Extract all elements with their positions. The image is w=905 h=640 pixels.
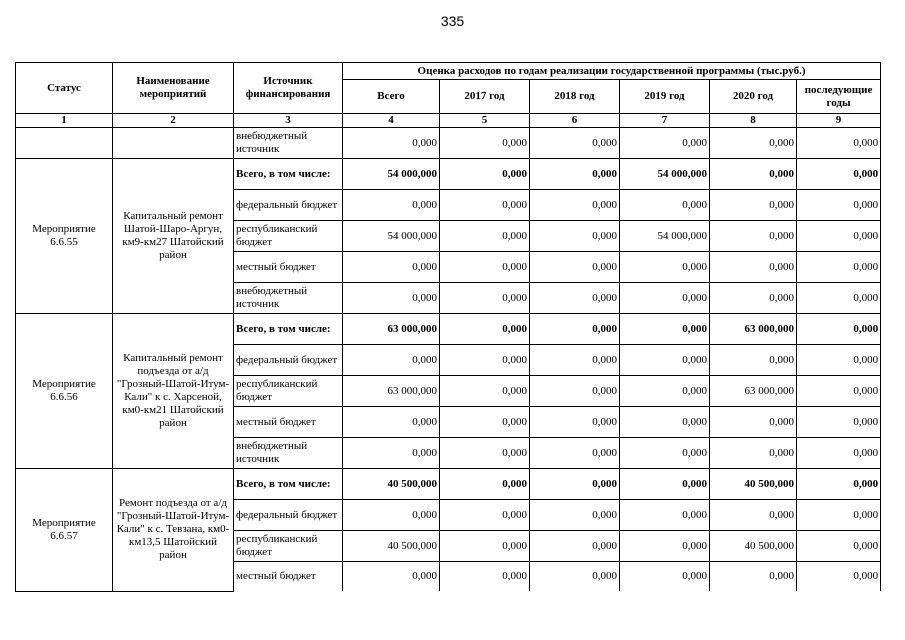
value-cell: 63 000,000 xyxy=(710,314,797,345)
value-cell: 0,000 xyxy=(797,128,881,159)
header-source: Источник финансирования xyxy=(234,63,343,114)
value-cell: 0,000 xyxy=(343,407,440,438)
value-cell: 40 500,000 xyxy=(343,469,440,500)
value-cell: 54 000,000 xyxy=(620,159,710,190)
value-cell: 54 000,000 xyxy=(343,159,440,190)
value-cell: 0,000 xyxy=(620,500,710,531)
header-estimate: Оценка расходов по годам реализации государственной программы (тыс.руб.) xyxy=(343,63,881,80)
value-cell: 0,000 xyxy=(710,221,797,252)
value-cell: 0,000 xyxy=(530,252,620,283)
value-cell: 0,000 xyxy=(797,221,881,252)
value-cell: 0,000 xyxy=(530,128,620,159)
value-cell: 0,000 xyxy=(440,376,530,407)
value-cell: 0,000 xyxy=(530,314,620,345)
value-cell: 0,000 xyxy=(710,345,797,376)
value-cell: 63 000,000 xyxy=(343,376,440,407)
header-name: Наименование мероприятий xyxy=(113,63,234,114)
source-cell: местный бюджет xyxy=(234,407,343,438)
value-cell: 54 000,000 xyxy=(343,221,440,252)
source-cell: Всего, в том числе: xyxy=(234,469,343,500)
value-cell: 0,000 xyxy=(530,345,620,376)
measure-name-cell: Капитальный ремонт подъезда от а/д "Грозный-Шатой-Итум-Кали" к с. Харсеной, км0-км21 Шатойский район xyxy=(113,314,234,469)
value-cell: 0,000 xyxy=(797,469,881,500)
value-cell: 0,000 xyxy=(530,159,620,190)
value-cell: 0,000 xyxy=(530,438,620,469)
col-number: 4 xyxy=(343,114,440,128)
value-cell: 0,000 xyxy=(343,190,440,221)
col-number: 5 xyxy=(440,114,530,128)
value-cell: 0,000 xyxy=(620,283,710,314)
value-cell: 0,000 xyxy=(440,500,530,531)
value-cell: 0,000 xyxy=(797,345,881,376)
value-cell: 0,000 xyxy=(343,345,440,376)
col-number: 3 xyxy=(234,114,343,128)
value-cell: 0,000 xyxy=(530,531,620,562)
value-cell: 0,000 xyxy=(440,283,530,314)
value-cell: 0,000 xyxy=(343,128,440,159)
col-number: 6 xyxy=(530,114,620,128)
value-cell: 0,000 xyxy=(797,562,881,592)
value-cell: 63 000,000 xyxy=(710,376,797,407)
value-cell: 0,000 xyxy=(530,190,620,221)
value-cell: 0,000 xyxy=(440,345,530,376)
col-number: 1 xyxy=(16,114,113,128)
value-cell: 0,000 xyxy=(797,252,881,283)
col-number: 9 xyxy=(797,114,881,128)
col-number: 2 xyxy=(113,114,234,128)
value-cell: 0,000 xyxy=(343,252,440,283)
value-cell: 0,000 xyxy=(710,438,797,469)
value-cell: 0,000 xyxy=(440,190,530,221)
page-number: 335 xyxy=(440,13,465,29)
col-number: 8 xyxy=(710,114,797,128)
source-cell: внебюджетный источник xyxy=(234,128,343,159)
value-cell: 0,000 xyxy=(440,469,530,500)
value-cell: 0,000 xyxy=(440,128,530,159)
value-cell: 0,000 xyxy=(797,438,881,469)
value-cell: 0,000 xyxy=(530,376,620,407)
value-cell: 0,000 xyxy=(620,345,710,376)
value-cell: 0,000 xyxy=(710,283,797,314)
value-cell: 0,000 xyxy=(343,562,440,592)
value-cell: 0,000 xyxy=(620,314,710,345)
value-cell: 0,000 xyxy=(797,159,881,190)
value-cell: 0,000 xyxy=(343,438,440,469)
value-cell: 0,000 xyxy=(530,469,620,500)
value-cell: 0,000 xyxy=(440,531,530,562)
value-cell: 0,000 xyxy=(710,562,797,592)
status-cell: Мероприятие 6.6.55 xyxy=(16,159,113,314)
source-cell: федеральный бюджет xyxy=(234,345,343,376)
value-cell: 0,000 xyxy=(530,500,620,531)
value-cell: 0,000 xyxy=(343,500,440,531)
value-cell: 0,000 xyxy=(440,159,530,190)
value-cell: 0,000 xyxy=(440,221,530,252)
value-cell: 0,000 xyxy=(710,500,797,531)
value-cell: 0,000 xyxy=(710,159,797,190)
value-cell: 0,000 xyxy=(530,221,620,252)
value-cell: 0,000 xyxy=(620,407,710,438)
header-status: Статус xyxy=(16,63,113,114)
value-cell: 0,000 xyxy=(440,407,530,438)
header-later: последующие годы xyxy=(797,80,881,114)
header-2017: 2017 год xyxy=(440,80,530,114)
value-cell: 0,000 xyxy=(797,531,881,562)
measure-name-cell: Ремонт подъезда от а/д "Грозный-Шатой-Итум-Кали" к с. Тевзана, км0-км13,5 Шатойский район xyxy=(113,469,234,592)
value-cell: 0,000 xyxy=(343,283,440,314)
value-cell: 0,000 xyxy=(620,252,710,283)
table-row xyxy=(16,159,881,190)
header-2020: 2020 год xyxy=(710,80,797,114)
value-cell: 0,000 xyxy=(530,407,620,438)
value-cell: 0,000 xyxy=(440,562,530,592)
value-cell: 0,000 xyxy=(710,407,797,438)
value-cell: 0,000 xyxy=(797,407,881,438)
value-cell: 40 500,000 xyxy=(343,531,440,562)
col-number: 7 xyxy=(620,114,710,128)
value-cell: 0,000 xyxy=(620,531,710,562)
source-cell: федеральный бюджет xyxy=(234,500,343,531)
status-cell: Мероприятие 6.6.57 xyxy=(16,469,113,592)
value-cell: 0,000 xyxy=(710,190,797,221)
value-cell: 0,000 xyxy=(797,283,881,314)
source-cell: республиканский бюджет xyxy=(234,376,343,407)
source-cell: местный бюджет xyxy=(234,252,343,283)
source-cell: республиканский бюджет xyxy=(234,531,343,562)
value-cell: 40 500,000 xyxy=(710,531,797,562)
value-cell: 0,000 xyxy=(620,190,710,221)
source-cell: Всего, в том числе: xyxy=(234,159,343,190)
value-cell: 0,000 xyxy=(710,252,797,283)
value-cell: 0,000 xyxy=(797,190,881,221)
value-cell: 0,000 xyxy=(797,500,881,531)
value-cell: 0,000 xyxy=(797,314,881,345)
value-cell: 0,000 xyxy=(530,283,620,314)
header-2018: 2018 год xyxy=(530,80,620,114)
source-cell: внебюджетный источник xyxy=(234,438,343,469)
value-cell: 0,000 xyxy=(440,314,530,345)
budget-table xyxy=(15,62,881,592)
value-cell: 54 000,000 xyxy=(620,221,710,252)
source-cell: республиканский бюджет xyxy=(234,221,343,252)
table-row xyxy=(16,469,881,500)
source-cell: федеральный бюджет xyxy=(234,190,343,221)
empty-cell xyxy=(16,128,113,159)
value-cell: 0,000 xyxy=(620,128,710,159)
value-cell: 0,000 xyxy=(797,376,881,407)
table-row xyxy=(16,314,881,345)
value-cell: 0,000 xyxy=(620,562,710,592)
value-cell: 0,000 xyxy=(620,376,710,407)
header-2019: 2019 год xyxy=(620,80,710,114)
status-cell: Мероприятие 6.6.56 xyxy=(16,314,113,469)
value-cell: 0,000 xyxy=(620,469,710,500)
source-cell: внебюджетный источник xyxy=(234,283,343,314)
empty-cell xyxy=(113,128,234,159)
source-cell: местный бюджет xyxy=(234,562,343,592)
measure-name-cell: Капитальный ремонт Шатой-Шаро-Аргун, км9-км27 Шатойский район xyxy=(113,159,234,314)
header-total: Всего xyxy=(343,80,440,114)
value-cell: 0,000 xyxy=(620,438,710,469)
value-cell: 0,000 xyxy=(530,562,620,592)
value-cell: 63 000,000 xyxy=(343,314,440,345)
value-cell: 0,000 xyxy=(710,128,797,159)
value-cell: 40 500,000 xyxy=(710,469,797,500)
value-cell: 0,000 xyxy=(440,252,530,283)
value-cell: 0,000 xyxy=(440,438,530,469)
source-cell: Всего, в том числе: xyxy=(234,314,343,345)
